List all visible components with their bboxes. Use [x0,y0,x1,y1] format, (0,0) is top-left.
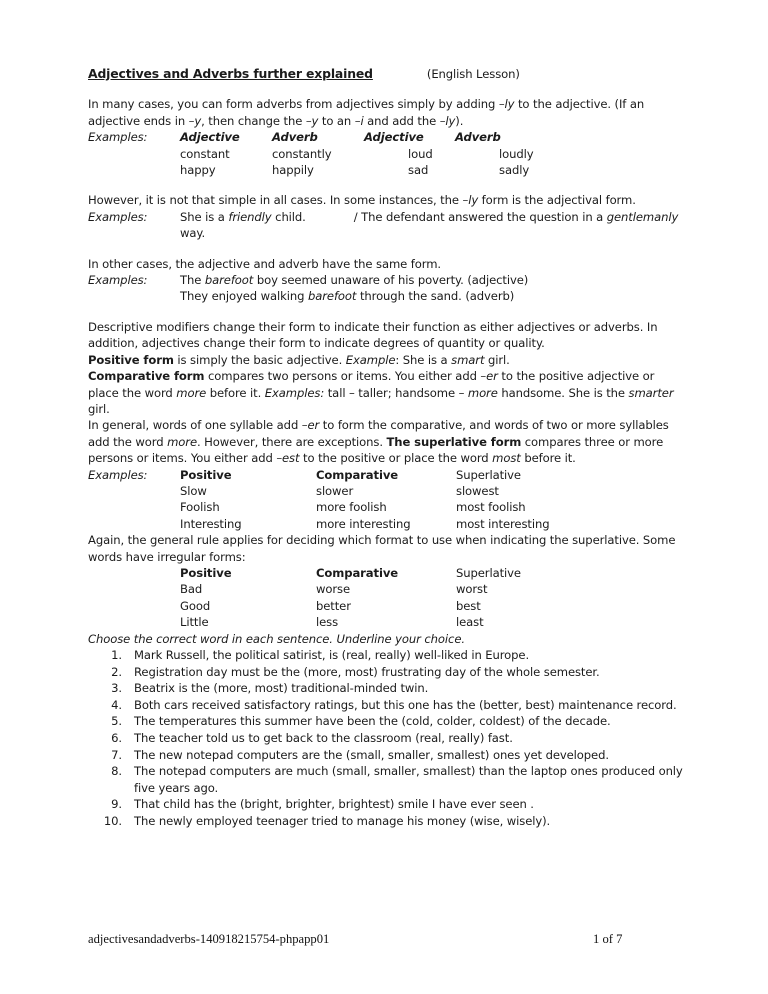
text-fragment: boy seemed unaware of his poverty. (adjective) [253,273,529,288]
list-item-text: The temperatures this summer have been the (cold, colder, coldest) of the decade. [134,714,611,729]
examples-label: Examples: [88,130,148,145]
table-row [88,516,688,532]
emphasis-examples: Examples: [264,385,325,400]
emphasis-smart: smart [451,352,485,367]
text-fragment: compares two persons or items. You either add [204,369,481,384]
cell-superlative: best [456,598,481,613]
adjective-adverb-table-header [88,129,688,145]
cell-adjective-2: loud [408,146,433,161]
examples-line [88,272,688,288]
text-fragment: They enjoyed walking [180,289,308,304]
examples-line [88,209,688,242]
text-fragment: to the adjective. (If an adjective ends in [88,97,645,128]
paragraph-comparative-form [88,368,688,417]
text-fragment: way. [180,226,206,241]
text-fragment: However, it is not that simple in all cases. In some instances, the [88,193,463,208]
column-header-comparative: Comparative [316,565,399,580]
degrees-table-header [88,467,688,483]
text-fragment: In many cases, you can form adverbs from adjectives simply by adding [88,97,499,112]
cell-comparative: more foolish [316,500,387,515]
text-fragment: girl. [484,352,510,367]
emphasis-ly2: –ly [439,113,456,128]
emphasis-ly: –ly [462,193,479,208]
page-subtitle: (English Lesson) [426,67,520,81]
column-header-adverb-1: Adverb [272,130,318,145]
text-fragment: / The defendant answered the question in a [353,209,607,224]
text-fragment: handsome. She is the [497,385,629,400]
cell-comparative: more interesting [316,516,411,531]
list-item-text: Beatrix is the (more, most) traditional-minded twin. [134,681,429,696]
text-fragment: compares three or more persons or items. You either add [88,434,664,466]
example-sentence [180,288,514,304]
cell-superlative: least [456,615,484,630]
text-fragment: before it. [206,385,265,400]
cell-adverb-1: happily [272,163,314,178]
list-item [88,813,688,830]
cell-comparative: slower [316,483,354,498]
list-item-text: The teacher told us to get back to the classroom (real, really) fast. [134,730,513,745]
cell-positive: Good [180,598,211,613]
column-header-comparative: Comparative [316,467,399,482]
list-item-number: 4. [111,697,122,712]
column-header-adjective-1: Adjective [180,130,240,145]
cell-adverb-1: constantly [272,146,332,161]
emphasis-example: Example [345,352,396,367]
table-row [88,581,688,597]
table-row [88,499,688,515]
term-superlative-form: The superlative form [386,434,522,449]
emphasis-most: most [492,451,521,466]
text-fragment: , then change the [201,113,306,128]
list-item [88,647,688,664]
list-item-number: 6. [111,730,122,745]
text-fragment: to an [318,113,355,128]
text-fragment: girl. [88,401,110,416]
list-item [88,747,688,764]
title-row [88,66,688,82]
examples-line [88,288,688,304]
list-item-text: Mark Russell, the political satirist, is (real, really) well-liked in Europe. [134,648,530,662]
list-item-number: 9. [111,797,122,812]
exercise-instruction: Choose the correct word in each sentence. Underline your choice. [88,631,465,646]
text-fragment: to the positive or place the word [299,451,493,466]
term-comparative-form: Comparative form [88,369,205,384]
emphasis-more: more [176,385,207,400]
example-sentence [180,272,528,288]
text-fragment: In general, words of one syllable add [88,418,302,433]
emphasis-barefoot: barefoot [307,289,357,304]
cell-positive: Little [180,615,209,630]
text-fragment: The [180,273,205,288]
cell-superlative: slowest [456,483,499,498]
cell-adverb-2: sadly [499,163,530,178]
text-fragment: tall – taller; handsome – [324,385,468,400]
examples-body [180,209,685,242]
examples-label: Examples: [88,273,148,288]
list-item-number: 3. [111,681,122,696]
paragraph-irregular-forms: Again, the general rule applies for deciding which format to use when indicating the superlative. Some words have irregular forms: [88,533,676,564]
cell-comparative: worse [316,582,351,597]
column-header-superlative: Superlative [456,467,521,482]
emphasis-est: –est [276,451,300,466]
list-item [88,664,688,681]
term-positive-form: Positive form [88,352,174,367]
column-header-positive: Positive [180,467,232,482]
cell-comparative: better [316,598,351,613]
irregular-table-header [88,565,688,581]
list-item [88,680,688,697]
cell-adjective-1: happy [180,163,216,178]
list-item [88,796,688,813]
emphasis-gentlemanly: gentlemanly [606,209,679,224]
list-item-text: The new notepad computers are the (small, smaller, smallest) ones yet developed. [134,747,609,762]
text-fragment: . However, there are exceptions. [197,434,387,449]
list-item-number: 1. [111,648,122,662]
column-header-adjective-2: Adjective [364,130,424,145]
footer-filename: adjectivesandadverbs-140918215754-phpapp01 [88,932,330,946]
table-row [88,483,688,499]
emphasis-i: –i [354,113,364,128]
paragraph-same-form: In other cases, the adjective and adverb have the same form. [88,256,442,271]
column-header-adverb-2: Adverb [455,130,501,145]
emphasis-ly: –ly [498,97,515,112]
cell-superlative: most interesting [456,516,550,531]
paragraph-positive-form [88,352,688,368]
text-fragment: : She is a [395,352,452,367]
footer-page-number: 1 of 7 [593,932,623,946]
exercise-list [88,647,688,830]
emphasis-more: more [167,434,197,449]
cell-adjective-1: constant [180,146,230,161]
table-row [88,614,688,630]
cell-adverb-2: loudly [499,146,534,161]
text-fragment: to form the comparative, and words of two or more syllables add the word [88,418,669,449]
text-fragment: ). [455,113,464,128]
table-row [88,146,688,162]
column-header-superlative: Superlative [456,565,521,580]
document-content [88,66,688,830]
page-title: Adjectives and Adverbs further explained [88,66,373,81]
examples-label: Examples: [88,467,148,482]
text-fragment: to the positive adjective or place the word [88,369,655,400]
list-item [88,697,688,714]
cell-positive: Slow [180,483,207,498]
text-fragment: and add the [363,113,440,128]
examples-label: Examples: [88,209,148,224]
emphasis-y2: –y [305,113,319,128]
text-fragment: before it. [520,451,576,466]
list-item-number: 7. [111,747,122,762]
paragraph-descriptive-modifiers: Descriptive modifiers change their form to indicate their function as either adjectives or adverbs. In addition, adjectives change their form to indicate degrees of quantity or quality. [88,319,658,351]
table-row [88,598,688,614]
paragraph-ly-adjectival [88,192,688,208]
list-item [88,730,688,747]
list-item-text: Both cars received satisfactory ratings, but this one has the (better, best) maintenance record. [134,697,677,712]
emphasis-friendly: friendly [228,209,272,224]
list-item-number: 2. [111,664,122,679]
emphasis-er: –er [480,369,498,384]
list-item-text: The newly employed teenager tried to manage his money (wise, wisely). [134,813,551,828]
cell-adjective-2: sad [408,163,429,178]
page-footer [88,932,688,947]
paragraph-general-rule [88,417,688,466]
text-fragment: is simply the basic adjective. [173,352,346,367]
list-item-text: Registration day must be the (more, most) frustrating day of the whole semester. [134,664,600,679]
text-fragment: form is the adjectival form. [478,193,636,208]
cell-superlative: worst [456,582,488,597]
text-fragment: She is a [180,209,229,224]
list-item-text: That child has the (bright, brighter, brightest) smile I have ever seen . [134,797,534,812]
list-item [88,763,688,796]
list-item-text: The notepad computers are much (small, smaller, smallest) than the laptop ones produced only five years ago. [134,764,683,795]
cell-positive: Foolish [180,500,220,515]
cell-superlative: most foolish [456,500,526,515]
text-fragment: child. [271,209,306,224]
paragraph-forming-adverbs [88,96,688,129]
cell-positive: Interesting [180,516,242,531]
emphasis-barefoot: barefoot [204,273,254,288]
emphasis-smarter: smarter [628,385,674,400]
table-row [88,162,688,178]
list-item-number: 5. [111,714,122,729]
emphasis-er: –er [301,418,320,433]
emphasis-more2: more [467,385,498,400]
cell-comparative: less [316,615,339,630]
list-item-number: 8. [111,764,122,779]
list-item [88,713,688,730]
text-fragment: through the sand. (adverb) [356,289,515,304]
emphasis-y: –y [188,113,202,128]
list-item-number: 10. [103,813,122,828]
cell-positive: Bad [180,582,203,597]
column-header-positive: Positive [180,565,232,580]
